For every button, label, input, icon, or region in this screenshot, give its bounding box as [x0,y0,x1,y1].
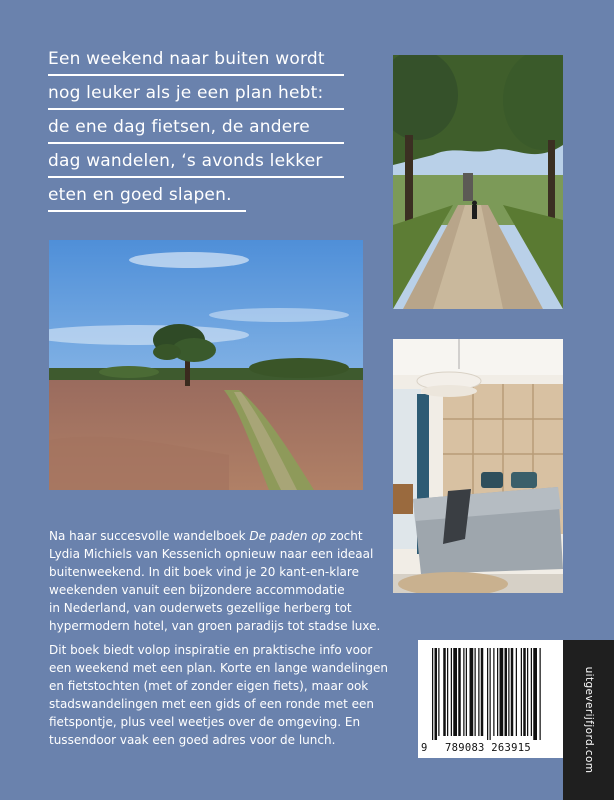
headline-line: de ene dag fietsen, de andere [48,116,344,144]
paragraph-line: in Nederland, van ouderwets gezellige herberg tot [49,601,352,615]
headline-line: dag wandelen, ‘s avonds lekker [48,150,344,178]
headline [48,48,348,218]
publisher-strip [563,640,614,800]
book-title-italic: De paden op [249,529,327,543]
paragraph-line: weekenden vanuit een bijzondere accommodatie [49,583,345,597]
isbn-barcode [418,640,563,758]
paragraph-line: en fietstochten (met of zonder eigen fiets), maar ook [49,679,369,693]
heathland-photo [49,240,363,490]
path-photo [393,55,563,309]
publisher-url: uitgeverijfjord.com [582,666,595,774]
paragraph-line: fietspontje, plus veel weetjes over de omgeving. En [49,715,361,729]
paragraph-line: stadswandelingen met een gids of een ronde met een [49,697,375,711]
paragraph-line: tussendoor vaak een goed adres voor de lunch. [49,733,336,747]
paragraph-line: Na haar succesvolle wandelboek De paden op zocht [49,529,363,543]
isbn-number: 789083 263915 [444,742,532,754]
headline-line: Een weekend naar buiten wordt [48,48,344,76]
paragraph-details [49,641,389,749]
headline-line: nog leuker als je een plan hebt: [48,82,344,110]
headline-line: eten en goed slapen. [48,184,246,212]
paragraph-line: buitenweekend. In dit boek vind je 20 kant-en-klare [49,565,359,579]
isbn-first-digit: 9 [421,742,428,754]
bedroom-photo [393,339,563,593]
paragraph-line: hypermodern hotel, van groen paradijs tot stadse luxe. [49,619,381,633]
paragraph-line: Dit boek biedt volop inspiratie en praktische info voor [49,643,373,657]
paragraph-intro [49,527,379,635]
paragraph-line: een weekend met een plan. Korte en lange wandelingen [49,661,389,675]
barcode-bars [418,640,563,740]
paragraph-line: Lydia Michiels van Kessenich opnieuw naar een ideaal [49,547,374,561]
